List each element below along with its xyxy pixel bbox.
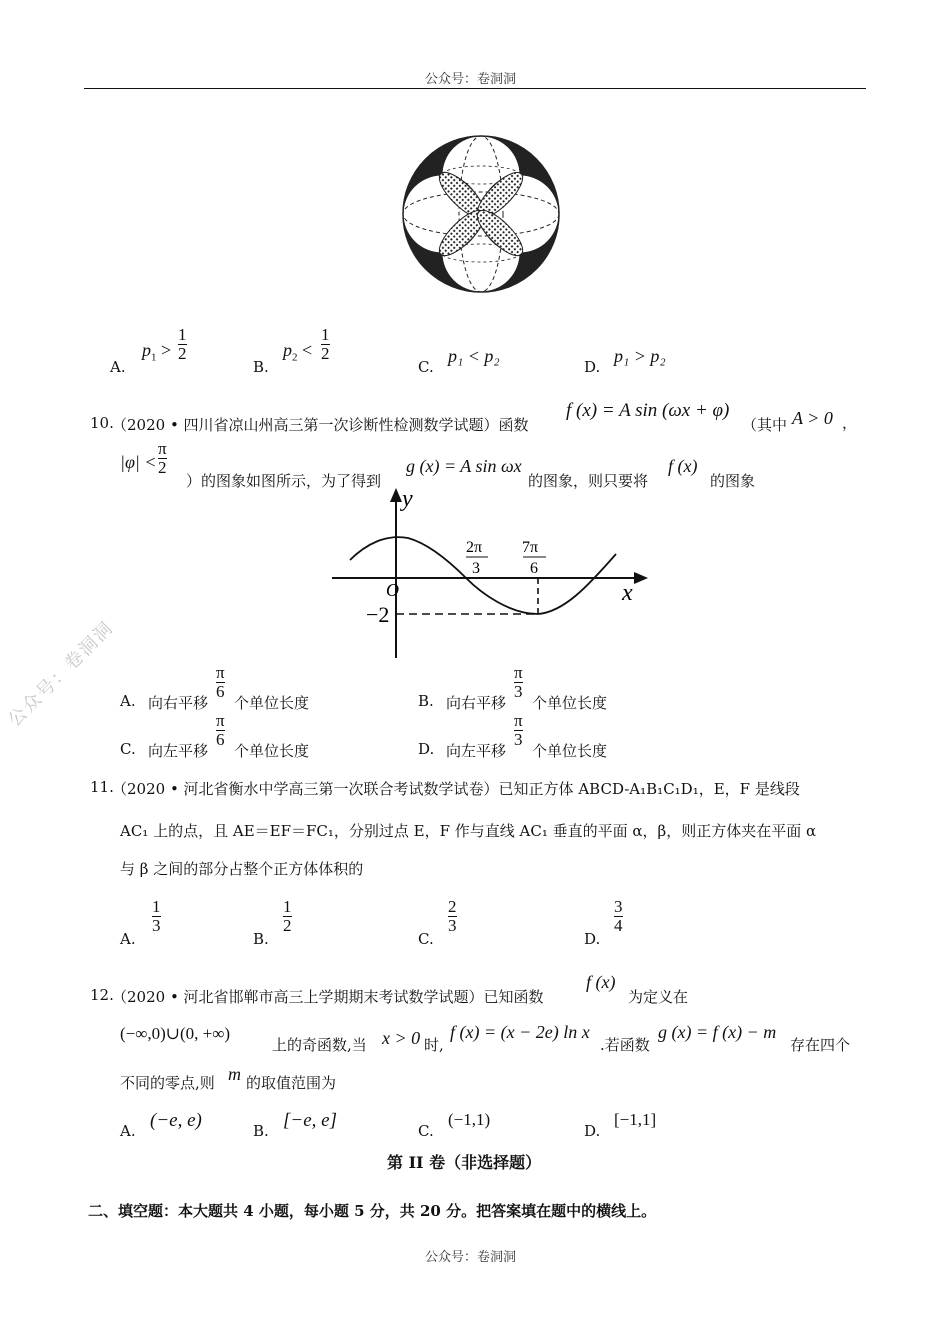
option-post: 个单位长度 xyxy=(234,694,310,712)
option-expr: p₁ > p₂ xyxy=(614,346,666,366)
option-pre: 向右平移 xyxy=(446,694,507,712)
option-label: A. xyxy=(120,1122,136,1140)
question-number: 10. xyxy=(90,414,114,432)
condition-phi: |φ| < xyxy=(120,452,157,472)
question-text: 的图象 xyxy=(710,472,756,490)
option-sub: 1 xyxy=(151,351,157,364)
question-line-1: （2020 • 河北省邯郸市高三上学期期末考试数学试题）已知函数 xyxy=(112,988,544,1006)
option-label: A. xyxy=(120,930,136,948)
frac-den: 6 xyxy=(216,681,225,701)
question-number: 12. xyxy=(90,986,114,1004)
option-pre: 向左平移 xyxy=(446,742,507,760)
watermark: 公众号：卷洞洞 xyxy=(4,617,118,731)
option-label: C. xyxy=(418,358,434,376)
option-label: D. xyxy=(584,358,601,376)
option-expr: p₁ < p₂ xyxy=(448,346,500,366)
question-line-2: AC₁ 上的点，且 AE＝EF＝FC₁，分别过点 E，F 作与直线 AC₁ 垂直的平面 α，β，则正方体夹在平面 α xyxy=(120,822,817,840)
condition-x: x > 0 xyxy=(382,1028,421,1048)
question-text: 为定义在 xyxy=(628,988,689,1006)
header-rule xyxy=(84,88,866,89)
frac-num: 1 xyxy=(152,897,161,916)
option-expr: (−1,1) xyxy=(448,1110,491,1129)
function-f: f (x) xyxy=(586,972,616,992)
option-label: A. xyxy=(110,358,126,376)
option-pre: 向右平移 xyxy=(148,694,209,712)
page-footer: 公众号：卷洞洞 xyxy=(425,1250,517,1265)
frac-den: 2 xyxy=(321,343,330,363)
frac-num: π xyxy=(514,711,523,730)
option-label: C. xyxy=(418,930,434,948)
tick-7pi6-num: 7π xyxy=(522,539,539,556)
frac-den: 2 xyxy=(158,457,167,477)
option-sub: 2 xyxy=(292,351,298,364)
tick-2pi3-den: 3 xyxy=(472,560,480,577)
option-label: B. xyxy=(253,358,269,376)
option-var: p xyxy=(142,340,151,360)
function-g: g (x) = f (x) − m xyxy=(658,1022,777,1042)
question-number: 11. xyxy=(90,778,114,796)
frac-num: π xyxy=(216,663,225,682)
option-op: < xyxy=(302,340,313,360)
option-label: B. xyxy=(253,930,269,948)
x-axis-label: x xyxy=(622,580,633,606)
tick-7pi6-den: 6 xyxy=(530,560,538,577)
frac-num: π xyxy=(158,439,167,458)
option-label: D. xyxy=(584,930,601,948)
frac-den: 6 xyxy=(216,729,225,749)
frac-num: 2 xyxy=(448,897,457,916)
option-label: B. xyxy=(253,1122,269,1140)
question-line-3: 与 β 之间的部分占整个正方体体积的 xyxy=(120,860,364,878)
frac-den: 3 xyxy=(448,915,457,935)
frac-num: π xyxy=(514,663,523,682)
function-f-ref: f (x) xyxy=(668,456,698,476)
option-post: 个单位长度 xyxy=(234,742,310,760)
frac-den: 2 xyxy=(283,915,292,935)
min-label: −2 xyxy=(366,602,390,627)
question-line-1: （2020 • 河北省衡水中学高三第一次联合考试数学试卷）已知正方体 ABCD-A₁B₁C₁D₁，E，F 是线段 xyxy=(112,780,800,798)
option-label: A. xyxy=(120,692,136,710)
function-f: f (x) = A sin (ωx + φ) xyxy=(566,400,730,421)
frac-den: 3 xyxy=(514,681,523,701)
frac-num: 1 xyxy=(283,897,292,916)
frac-den: 3 xyxy=(514,729,523,749)
question-text: 上的奇函数,当 xyxy=(272,1036,367,1054)
option-label: C. xyxy=(120,740,136,758)
origin-label: O xyxy=(386,580,399,600)
option-var: p xyxy=(283,340,292,360)
condition-a: A > 0 xyxy=(792,408,833,428)
option-expr: (−e, e) xyxy=(150,1110,202,1131)
frac-den: 3 xyxy=(152,915,161,935)
question-text: 的取值范围为 xyxy=(246,1074,337,1092)
question-text: ）的图象如图所示，为了得到 xyxy=(186,472,382,490)
frac-den: 2 xyxy=(178,343,187,363)
option-label: C. xyxy=(418,1122,434,1140)
sphere-figure xyxy=(400,128,562,300)
param-m: m xyxy=(228,1064,241,1084)
condition-open: （其中 xyxy=(742,416,788,434)
part-heading: 二、填空题：本大题共 4 小题，每小题 5 分，共 20 分。把答案填在题中的横线上。 xyxy=(88,1202,657,1220)
option-pre: 向左平移 xyxy=(148,742,209,760)
option-label: D. xyxy=(418,740,435,758)
option-label: B. xyxy=(418,692,434,710)
question-text: .若函数 xyxy=(600,1036,650,1054)
condition-comma: ， xyxy=(842,414,858,432)
function-def: f (x) = (x − 2e) ln x xyxy=(450,1022,590,1042)
frac-num: π xyxy=(216,711,225,730)
frac-den: 4 xyxy=(614,915,623,935)
option-label: D. xyxy=(584,1122,601,1140)
page-header: 公众号：卷洞洞 xyxy=(425,72,517,87)
option-post: 个单位长度 xyxy=(532,694,608,712)
section-title: 第 II 卷（非选择题） xyxy=(387,1153,542,1172)
frac-num: 1 xyxy=(321,325,330,344)
sine-graph xyxy=(326,486,656,662)
tick-2pi3-num: 2π xyxy=(466,539,483,556)
question-text: 不同的零点,则 xyxy=(120,1074,215,1092)
option-op: > xyxy=(161,340,172,360)
question-source: （2020 • 四川省凉山州高三第一次诊断性检测数学试题）函数 xyxy=(112,416,529,434)
option-expr: [−e, e] xyxy=(283,1110,337,1131)
frac-num: 3 xyxy=(614,897,623,916)
question-text: 存在四个 xyxy=(790,1036,851,1054)
question-text: 的图象，则只要将 xyxy=(528,472,649,490)
option-post: 个单位长度 xyxy=(532,742,608,760)
frac-num: 1 xyxy=(178,325,187,344)
function-g: g (x) = A sin ωx xyxy=(406,456,522,476)
question-text: 时, xyxy=(424,1036,444,1054)
y-axis-label: y xyxy=(402,486,413,512)
option-expr: [−1,1] xyxy=(614,1110,657,1129)
domain-expr: (−∞,0)∪(0, +∞) xyxy=(120,1024,231,1043)
